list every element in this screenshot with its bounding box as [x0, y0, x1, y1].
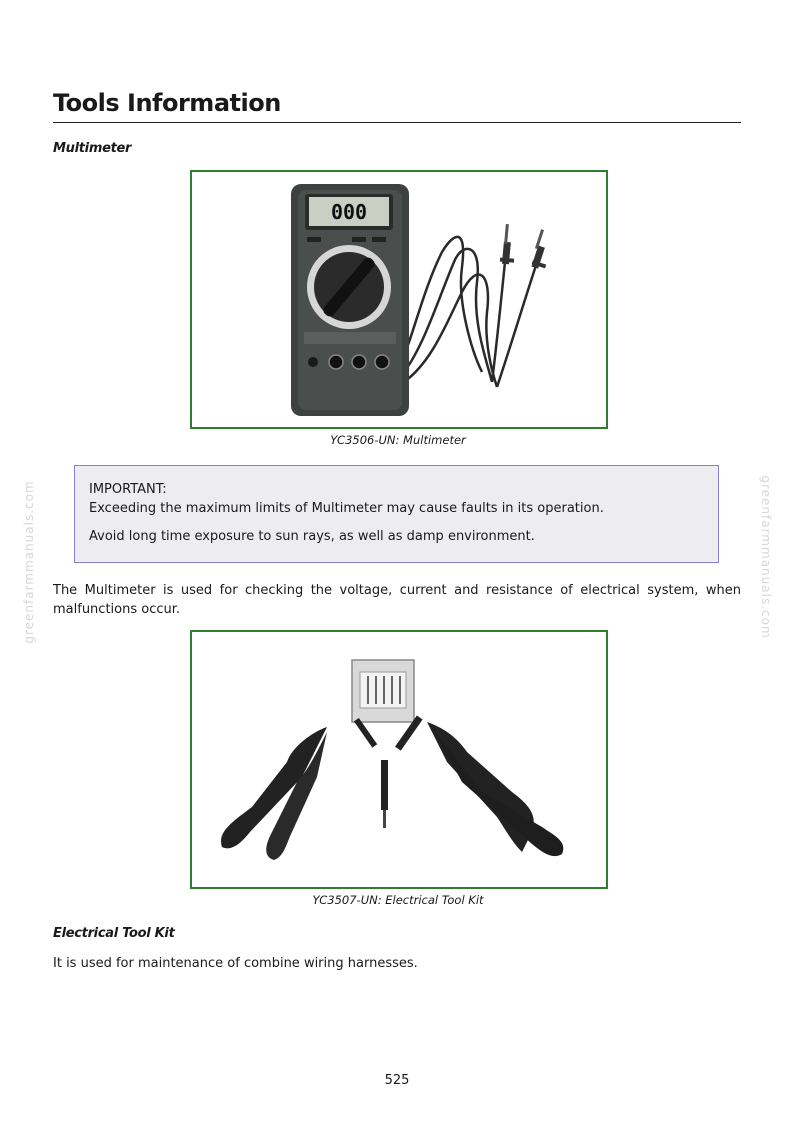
important-notice — [74, 465, 719, 563]
page-number: 525 — [384, 1073, 410, 1088]
multimeter-caption: YC3506-UN: Multimeter — [330, 433, 466, 447]
tool-kit-image — [192, 632, 606, 887]
crimper-left — [221, 727, 327, 860]
watermark-right: greenfarmmanuals.com — [759, 475, 773, 639]
multimeter-description: The Multimeter is used for checking the voltage, current and resistance of electrical system, when malfunctions occur. — [53, 583, 741, 617]
title-divider — [53, 122, 741, 123]
terminal-box — [352, 660, 414, 722]
extraction-tool-3 — [381, 760, 388, 828]
display-reading: 000 — [330, 200, 368, 224]
tool-kit-description: It is used for maintenance of combine wiring harnesses. — [53, 956, 418, 971]
probe-left — [500, 224, 514, 264]
multimeter-figure — [190, 170, 608, 429]
notice-line-1: Exceeding the maximum limits of Multimeter may cause faults in its operation. — [89, 501, 604, 516]
multimeter-body — [291, 184, 409, 416]
notice-line-2: Avoid long time exposure to sun rays, as well as damp environment. — [89, 529, 535, 544]
watermark-left: greenfarmmanuals.com — [22, 480, 36, 644]
tool-kit-heading: Electrical Tool Kit — [53, 926, 175, 941]
notice-label: IMPORTANT: — [89, 482, 167, 497]
probe-right — [531, 229, 546, 268]
multimeter-heading: Multimeter — [53, 141, 132, 156]
tool-kit-caption: YC3507-UN: Electrical Tool Kit — [312, 893, 484, 907]
tool-kit-figure — [190, 630, 608, 889]
test-leads — [397, 237, 542, 387]
crimper-right — [427, 722, 563, 856]
page-title: Tools Information — [53, 89, 281, 117]
multimeter-image — [192, 172, 606, 427]
